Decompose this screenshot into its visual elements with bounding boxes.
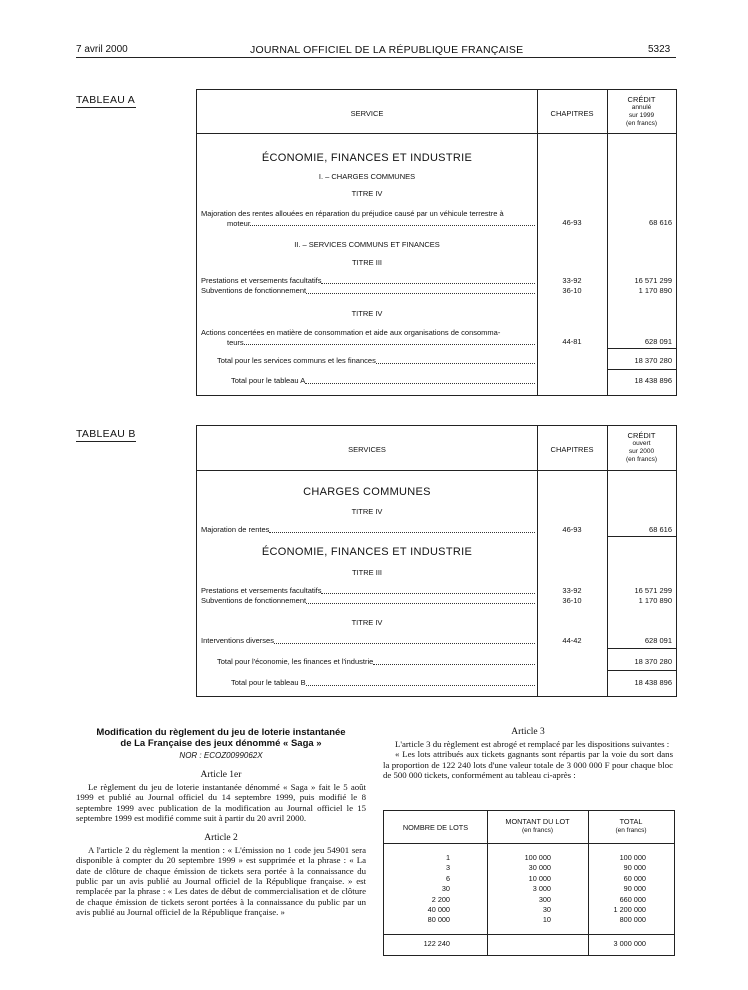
- credit-value: 1 170 890: [638, 596, 672, 605]
- section-title: CHARGES COMMUNES: [303, 486, 431, 498]
- lot-amount: 30: [542, 905, 551, 914]
- col-montant-header: MONTANT DU LOT (en francs): [505, 817, 570, 834]
- lot-total: 100 000: [619, 853, 646, 862]
- chapter-value: 33-92: [562, 586, 582, 595]
- titre-heading: TITRE IV: [351, 189, 383, 198]
- article-3-title: Article 3: [511, 727, 545, 737]
- lot-count: 6: [445, 873, 450, 883]
- tableau-a-label: TABLEAU A: [76, 94, 136, 106]
- credit-value: 1 170 890: [638, 286, 672, 295]
- lots-table: [383, 810, 675, 956]
- article-3-paragraph-2: « Les lots attribués aux tickets gagnants sont répartis par la voie du sort dans la proportion de 122 240 lots d'une valeur totale de 3 000 000 F pour chaque bloc de 500 000 tickets, conformément au tableau ci-après :: [383, 749, 673, 780]
- total-value: 18 438 896: [634, 678, 672, 687]
- section-title: ÉCONOMIE, FINANCES ET INDUSTRIE: [261, 546, 473, 558]
- lot-amount: 10: [542, 915, 551, 925]
- lot-count: 30: [441, 884, 450, 894]
- col-chapitres-header: CHAPITRES: [550, 109, 594, 118]
- credit-value: 68 616: [649, 218, 672, 227]
- chapter-value: 33-92: [562, 276, 582, 285]
- article-1-text: Le règlement du jeu de loterie instantanée dénommé « Saga » fait le 5 août 1999 et publié au Journal officiel du 14 septembre 1999, puis modifié le 8 septembre 1999 avec publication de la modification au Journal officiel le 15 septembre 1999 est modifié comme suit à partir du 20 avril 2000.: [76, 782, 366, 823]
- lot-count: 1: [445, 853, 450, 862]
- col-service-header: SERVICE: [350, 109, 384, 118]
- lot-total: 800 000: [619, 915, 646, 925]
- table-row-label: Prestations et versements facultatifs: [201, 586, 535, 596]
- header-page-number: 5323: [648, 44, 671, 55]
- table-row-label: Subventions de fonctionnement: [201, 286, 535, 296]
- article-2-title: Article 2: [204, 833, 238, 844]
- article-3-paragraph-1: L'article 3 du règlement est abrogé et remplacé par les dispositions suivantes :: [395, 739, 670, 749]
- col-services-header: SERVICES: [348, 445, 386, 454]
- section-title: ÉCONOMIE, FINANCES ET INDUSTRIE: [261, 152, 473, 164]
- total-value: 3 000 000: [613, 939, 646, 948]
- total-lots: 122 240: [423, 939, 450, 948]
- subsection-title: I. – CHARGES COMMUNES: [318, 172, 416, 181]
- lot-total: 90 000: [623, 863, 646, 873]
- lot-count: 2 200: [431, 894, 450, 904]
- col-total-header: TOTAL (en francs): [615, 817, 647, 834]
- titre-heading: TITRE III: [352, 568, 382, 577]
- article-left-column: [76, 727, 366, 917]
- lot-total: 90 000: [623, 884, 646, 894]
- header-title: JOURNAL OFFICIEL DE LA RÉPUBLIQUE FRANÇAISE: [250, 44, 524, 56]
- total-row-label: Total pour le tableau B: [231, 678, 535, 688]
- credit-value: 628 091: [644, 636, 672, 645]
- tableau-a: [196, 89, 677, 396]
- article-right-column: [383, 727, 673, 780]
- col-nombre-lots-header: NOMBRE DE LOTS: [402, 823, 469, 832]
- total-row-label: Total pour le tableau A: [231, 376, 535, 386]
- article-1-title: Article 1er: [200, 770, 242, 780]
- lot-amount: 3 000: [532, 884, 551, 894]
- chapter-value: 46-93: [562, 218, 582, 227]
- total-value: 18 370 280: [634, 356, 672, 365]
- titre-heading: TITRE IV: [351, 618, 383, 627]
- chapter-value: 44-81: [562, 337, 582, 346]
- header-rule: [76, 57, 676, 58]
- credit-value: 16 571 299: [634, 586, 672, 595]
- chapter-value: 44-42: [562, 636, 582, 645]
- lot-amount: 100 000: [524, 853, 551, 862]
- total-value: 18 370 280: [634, 657, 672, 666]
- credit-value: 628 091: [644, 337, 672, 346]
- table-row-label: Actions concertées en matière de consommation et aide aux organisations de consomma- teurs: [201, 328, 535, 347]
- table-row-label: Subventions de fonctionnement: [201, 596, 535, 606]
- lot-total: 660 000: [619, 894, 646, 904]
- total-value: 18 438 896: [634, 376, 672, 385]
- table-row-label: Prestations et versements facultatifs: [201, 276, 535, 286]
- subsection-title: II. – SERVICES COMMUNS ET FINANCES: [294, 240, 440, 249]
- titre-heading: TITRE IV: [351, 507, 383, 516]
- article-2-text: A l'article 2 du règlement la mention : « L'émission no 1 code jeu 54901 sera disponible à compter du 20 septembre 1999 » est supprimée et la phrase : « La date de clôture de chaque émission de tickets sera portée à la connaissance du public par un avis publié au Journal officiel de la République française. » est remplacée par la phrase : « Les dates de début de commercialisation et de clôture de chaque émission de tickets seront portées à la connaissance du public par un avis publié au Journal officiel de la République française. »: [76, 845, 366, 917]
- titre-heading: TITRE IV: [351, 309, 383, 318]
- lot-amount: 30 000: [528, 863, 551, 873]
- total-row-label: Total pour l'économie, les finances et l'industrie: [217, 657, 535, 667]
- nor-reference: NOR : ECOZ0099062X: [179, 751, 263, 760]
- titre-heading: TITRE III: [352, 258, 382, 267]
- table-row-label: Interventions diverses: [201, 636, 535, 646]
- col-credit-header: CRÉDIT ouvert sur 2000 (en francs): [625, 431, 658, 463]
- lot-amount: 300: [538, 894, 551, 904]
- chapter-value: 36-10: [562, 286, 582, 295]
- table-row-label: Majoration des rentes allouées en réparation du préjudice causé par un véhicule terrestre à moteur: [201, 209, 535, 228]
- lot-count: 3: [445, 863, 450, 873]
- credit-value: 68 616: [649, 525, 672, 534]
- col-chapitres-header: CHAPITRES: [550, 445, 594, 454]
- lot-total: 60 000: [623, 873, 646, 883]
- tableau-b: [196, 425, 677, 697]
- table-row-label: Majoration de rentes: [201, 525, 535, 535]
- total-row-label: Total pour les services communs et les finances: [217, 356, 535, 366]
- lot-amount: 10 000: [528, 873, 551, 883]
- article-title: Modification du règlement du jeu de loterie instantanée de La Française des jeux dénommé « Saga »: [96, 727, 346, 749]
- lot-count: 80 000: [427, 915, 450, 925]
- col-credit-header: CRÉDIT annulé sur 1999 (en francs): [625, 95, 658, 127]
- chapter-value: 46-93: [562, 525, 582, 534]
- chapter-value: 36-10: [562, 596, 582, 605]
- credit-value: 16 571 299: [634, 276, 672, 285]
- tableau-b-label: TABLEAU B: [76, 428, 136, 440]
- lot-total: 1 200 000: [613, 905, 646, 914]
- header-date: 7 avril 2000: [76, 44, 128, 55]
- lot-count: 40 000: [427, 905, 450, 914]
